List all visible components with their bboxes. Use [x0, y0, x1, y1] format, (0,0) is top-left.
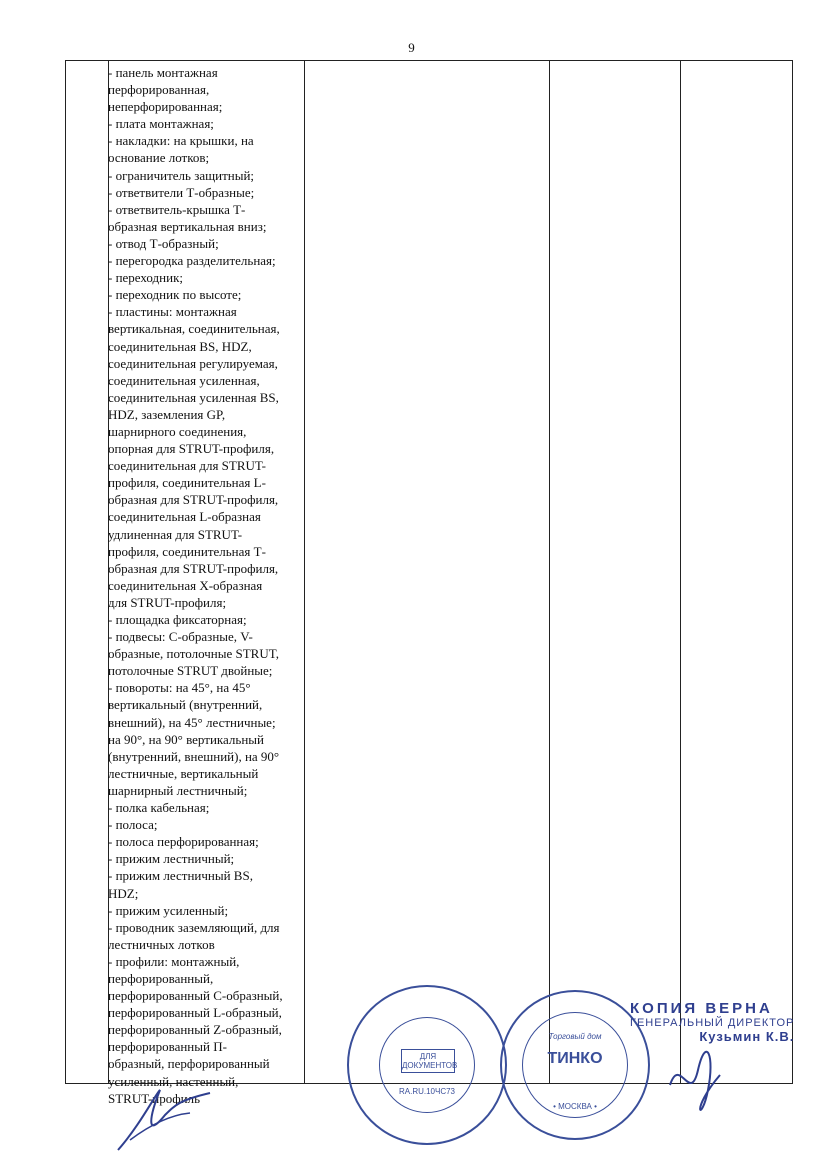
item-line: неперфорированная;	[108, 99, 223, 115]
item-line: - плата монтажная;	[108, 116, 214, 132]
certification-stamp	[347, 985, 507, 1145]
item-line: - прижим усиленный;	[108, 902, 229, 918]
item-line: опорная для STRUT-профиля,	[108, 441, 275, 457]
item-line: потолочные STRUT двойные;	[108, 663, 273, 679]
item-line: усиленный, настенный,	[108, 1073, 239, 1089]
item-line: соединительная усиленная BS,	[108, 389, 279, 405]
director-title: ГЕНЕРАЛЬНЫЙ ДИРЕКТОР	[630, 1017, 795, 1029]
item-line: - площадка фиксаторная;	[108, 612, 247, 627]
item-line: - полоса;	[108, 817, 158, 833]
item-line: образный, перфорированный	[108, 1056, 270, 1072]
item-line: основание лотков;	[108, 150, 210, 166]
director-name: Кузьмин К.В.	[699, 1029, 795, 1044]
page-number: 9	[408, 40, 415, 55]
item-line: профиля, соединительная L-	[108, 475, 266, 491]
item-line: образная для STRUT-профиля,	[108, 492, 279, 508]
item-line: соединительная для STRUT-	[108, 458, 266, 474]
director-signature	[660, 1045, 730, 1115]
item-line: - накладки: на крышки, на	[108, 133, 254, 149]
copy-true-text: КОПИЯ ВЕРНА	[630, 1000, 773, 1017]
item-line: перфорированная,	[108, 82, 210, 98]
item-line: на 90°, на 90° вертикальный	[108, 731, 264, 747]
item-line: - пластины: монтажная	[108, 304, 237, 320]
item-line: образная для STRUT-профиля,	[108, 560, 279, 576]
company-stamp	[500, 990, 650, 1140]
column-divider	[680, 61, 681, 1083]
item-line: лестничных лотков	[108, 936, 215, 952]
item-line: вертикальная, соединительная,	[108, 321, 280, 337]
item-line: перфорированный L-образный,	[108, 1005, 282, 1021]
item-line: образные, потолочные STRUT,	[108, 646, 279, 662]
item-line: - полка кабельная;	[108, 800, 210, 816]
signature	[110, 1085, 220, 1160]
item-line: перфорированный,	[108, 970, 214, 986]
item-line: соединительная X-образная	[108, 577, 263, 593]
item-line: - полоса перфорированная;	[108, 834, 259, 850]
item-line: соединительная BS, HDZ,	[108, 338, 252, 354]
column-divider	[549, 61, 550, 1083]
column-divider	[304, 61, 305, 1083]
item-line: - ограничитель защитный;	[108, 167, 255, 183]
stamp-logo-text: ТИНКО	[547, 1050, 603, 1067]
item-line: - прижим лестничный;	[108, 851, 235, 867]
item-line: шарнирный лестничный;	[108, 782, 248, 798]
item-line: (внутренний, внешний), на 90°	[108, 748, 280, 764]
item-line: - перегородка разделительная;	[108, 253, 276, 269]
item-line: перфорированный П-	[108, 1039, 227, 1055]
item-line: вертикальный (внутренний,	[108, 697, 263, 713]
item-line: STRUT-профиль	[108, 1090, 201, 1106]
item-line: соединительная усиленная,	[108, 372, 260, 388]
product-items-cell	[108, 64, 304, 1107]
item-line: - ответвители Т-образные;	[108, 184, 255, 200]
item-line: образная вертикальная вниз;	[108, 218, 267, 234]
certified-copy-stamp	[630, 1000, 794, 1044]
item-line: шарнирного соединения,	[108, 423, 247, 439]
item-line: лестничные, вертикальный	[108, 765, 259, 781]
item-line: - прижим лестничный BS,	[108, 868, 253, 884]
item-line: внешний), на 45° лестничные;	[108, 714, 276, 730]
item-line: - проводник заземляющий, для	[108, 919, 280, 935]
stamp-code-text: RA.RU.10ЧС73	[398, 1087, 456, 1096]
item-line: перфорированный С-образный,	[108, 988, 283, 1004]
item-line: HDZ;	[108, 885, 139, 901]
item-line: - переходник;	[108, 270, 183, 286]
item-line: соединительная регулируемая,	[108, 355, 278, 371]
stamp-city-text: • МОСКВА •	[553, 1102, 597, 1111]
stamp-center-text: ДЛЯ ДОКУМЕНТОВ	[401, 1049, 455, 1073]
item-line: профиля, соединительная Т-	[108, 543, 266, 559]
item-line: - профили: монтажный,	[108, 953, 240, 969]
item-line: соединительная L-образная	[108, 509, 261, 525]
item-line: - панель монтажная	[108, 65, 218, 80]
item-line: - отвод Т-образный;	[108, 235, 219, 251]
item-line: для STRUT-профиля;	[108, 594, 227, 610]
item-line: удлиненная для STRUT-	[108, 526, 243, 542]
item-line: - переходник по высоте;	[108, 287, 242, 303]
item-line: - ответвитель-крышка Т-	[108, 201, 246, 217]
item-line: HDZ, заземления GP,	[108, 406, 226, 422]
item-line: перфорированный Z-образный,	[108, 1022, 282, 1038]
item-line: - подвесы: С-образные, V-	[108, 629, 253, 645]
item-line: - повороты: на 45°, на 45°	[108, 680, 251, 696]
stamp-sub-text: Торговый дом	[548, 1032, 602, 1041]
